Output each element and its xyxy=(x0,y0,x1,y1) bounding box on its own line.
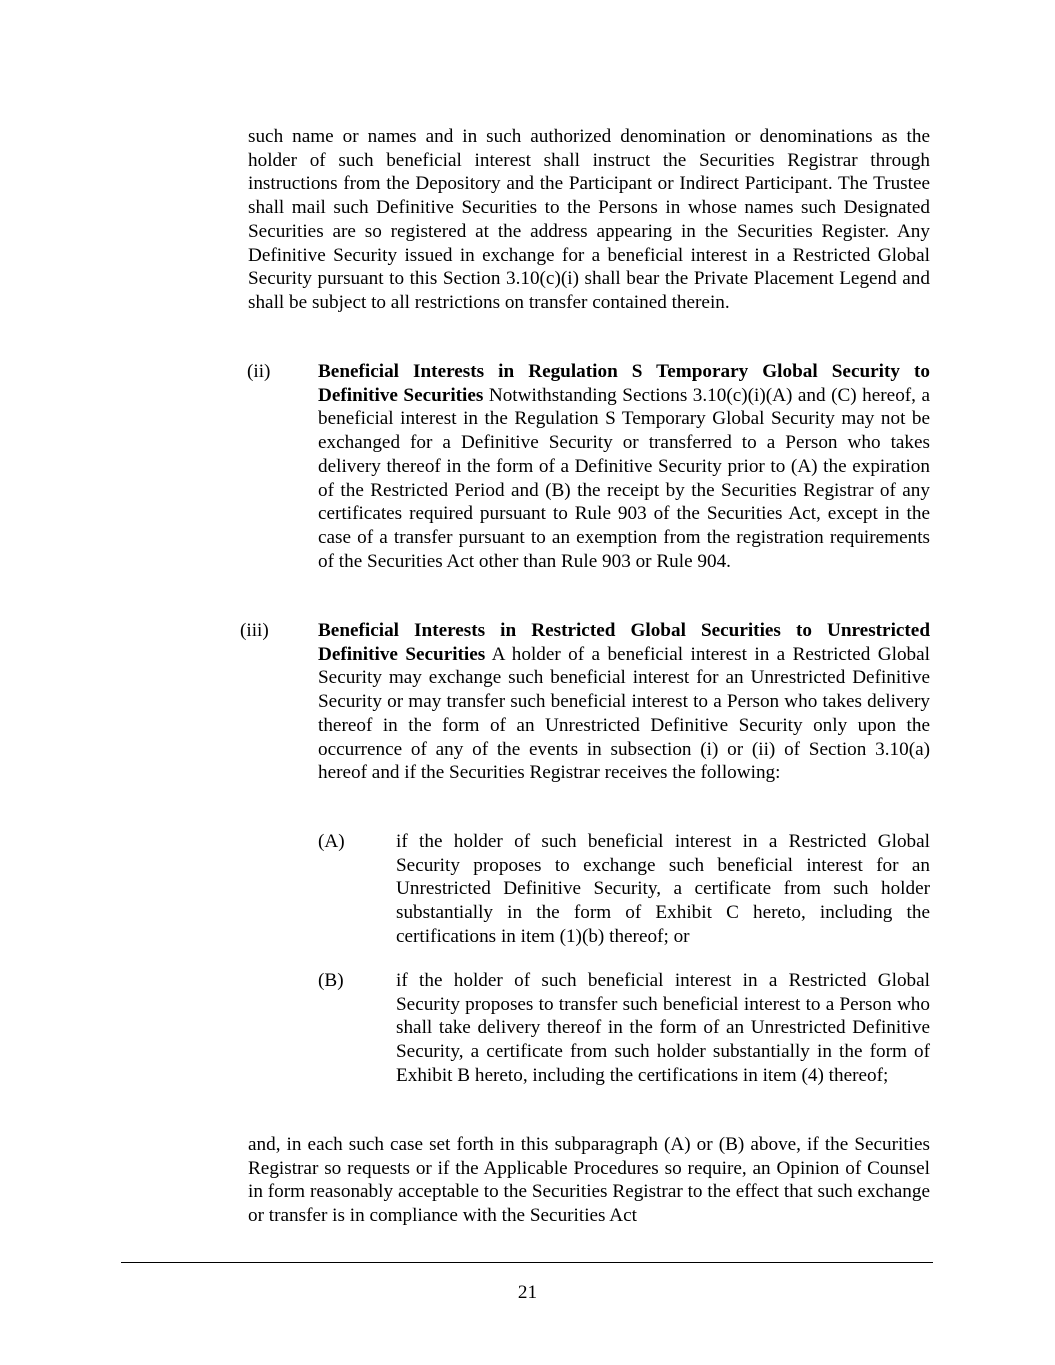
page-number: 21 xyxy=(517,1282,538,1303)
item-iii-heading: Beneficial Interests in Restricted Global Securities to Unrestricted Definitive Securities xyxy=(318,620,930,665)
subitem-a-marker: (A) xyxy=(318,831,345,852)
item-ii-heading: Beneficial Interests in Regulation S Temporary Global Security to Definitive Securities xyxy=(318,361,930,406)
item-ii-marker: (ii) xyxy=(247,361,271,382)
item-ii-paragraph xyxy=(318,360,930,573)
subitem-b-paragraph: if the holder of such beneficial interest in a Restricted Global Security proposes to transfer such beneficial interest to a Person who shall take delivery thereof in the form of an Unrestricted Definitive Security, a certificate from such holder substantially in the form of Exhibit B hereto, including the certifications in item (4) thereof; xyxy=(396,970,930,1086)
footer-divider xyxy=(121,1262,933,1263)
subitem-b-marker: (B) xyxy=(318,970,344,991)
item-iii-marker: (iii) xyxy=(240,620,269,641)
item-iii-paragraph xyxy=(318,619,930,785)
item-iii-body: A holder of a beneficial interest in a Restricted Global Security may exchange such beneficial interest for an Unrestricted Definitive Security or may transfer such beneficial interest to a Person who takes delivery thereof in the form of an Unrestricted Definitive Security only upon the occurrence of any of the events in subsection (i) or (ii) of Section 3.10(a) hereof and if the Securities Registrar receives the following: xyxy=(318,643,930,784)
item-ii-body: Notwithstanding Sections 3.10(c)(i)(A) and (C) hereof, a beneficial interest in the Regulation S Temporary Global Security may not be exchanged for a Definitive Security or transferred to a Person who takes delivery thereof in the form of a Definitive Security prior to (A) the expiration of the Restricted Period and (B) the receipt by the Securities Registrar of any certificates required pursuant to Rule 903 of the Securities Act, except in the case of a transfer pursuant to an exemption from the registration requirements of the Securities Act other than Rule 903 or Rule 904. xyxy=(318,384,930,572)
intro-paragraph: such name or names and in such authorized denomination or denominations as the holder of such beneficial interest shall instruct the Securities Registrar through instructions from the Depository and the Participant or Indirect Participant. The Trustee shall mail such Definitive Securities to the Persons in whose names such Designated Securities are so registered at the address appearing in the Securities Register. Any Definitive Security issued in exchange for a beneficial interest in a Restricted Global Security pursuant to this Section 3.10(c)(i) shall bear the Private Placement Legend and shall be subject to all restrictions on transfer contained therein. xyxy=(248,126,930,313)
subitem-a-paragraph: if the holder of such beneficial interest in a Restricted Global Security proposes to exchange such beneficial interest for an Unrestricted Definitive Security, a certificate from such holder substantially in the form of Exhibit C hereto, including the certifications in item (1)(b) thereof; or xyxy=(396,831,930,947)
closing-paragraph: and, in each such case set forth in this subparagraph (A) or (B) above, if the Securities Registrar so requests or if the Applicable Procedures so require, an Opinion of Counsel in form reasonably acceptable to the Securities Registrar to the effect that such exchange or transfer is in compliance with the Securities Act xyxy=(248,1134,930,1227)
